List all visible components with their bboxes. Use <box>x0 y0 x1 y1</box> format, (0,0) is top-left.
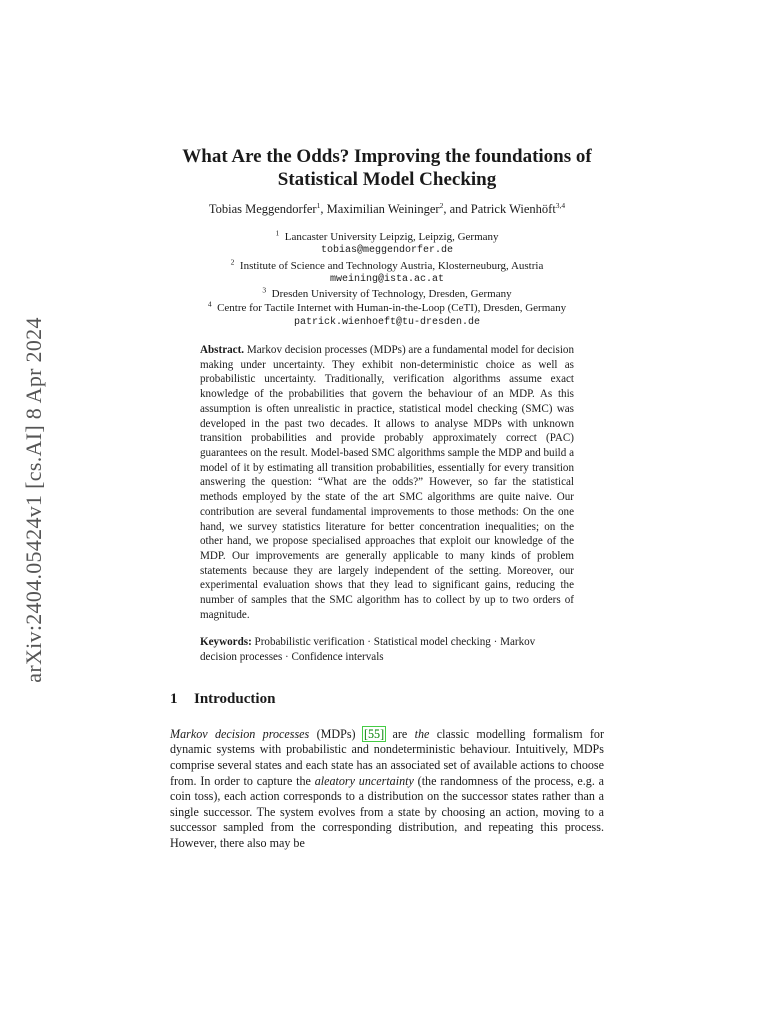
keywords-label: Keywords: <box>200 636 252 649</box>
affiliations <box>170 230 604 330</box>
abstract-text: Markov decision processes (MDPs) are a fundamental model for decision making under uncertainty. They exhibit non-deterministic choice as well as probabilistic uncertainty. Traditionally, verification algorithms assume exact knowledge of the probabilities that govern the behaviour of an MDP. As this assumption is often unrealistic in practice, statistical model checking (SMC) was developed in the past two decades. It allows to analyse MDPs with unknown transition probabilities and provide probably approximately correct (PAC) guarantees on the result. Model-based SMC algorithms sample the MDP and build a model of it by estimating all transition probabilities, essentially for every transition answering the question: “What are the odds?” However, so far the statistical methods employed by the state of the art SMC algorithms are quite naive. Our contribution are several fundamental improvements to those methods: On the one hand, we survey statistics literature for better concentration inequalities; on the other hand, we propose specialised approaches that exploit our knowledge of the MDP. Our improvements are generally applicable to many kinds of problem statements because they are largely independent of the setting. Moreover, our experimental evaluation shows that they lead to significant gains, reducing the number of samples that the SMC algorithm has to collect by up to two orders of magnitude. <box>200 344 574 621</box>
section-heading <box>170 691 604 708</box>
author-list <box>170 202 604 217</box>
affiliation-mark: 3 <box>262 285 267 295</box>
abstract-label: Abstract. <box>200 344 245 357</box>
paper-title <box>170 145 604 191</box>
text-run: classic modelling formalism for dynamic systems with probabilistic and nondeterministic behaviour. Intuitively, MDPs comprise several states and each state has an associated set of available actions to choose from. In order to capture the <box>170 726 604 788</box>
section-title: Introduction <box>194 690 276 707</box>
affiliation-mark: 2 <box>230 256 235 266</box>
paper-page <box>170 145 604 852</box>
affiliation-text: Lancaster University Leipzig, Leipzig, Germany <box>284 231 499 243</box>
affiliation-mark: 4 <box>207 299 212 309</box>
title-line-1: What Are the Odds? Improving the foundations of <box>182 146 592 167</box>
author-separator: , and <box>443 202 471 216</box>
text-run: (the randomness of the process, e.g. a coin toss), each action corresponds to a distribution on the successor states rather than a single successor. The system evolves from a state by choosing an action, moving to a successor sampled from the corresponding distribution, and repeating this process. However, there also may be <box>170 773 605 850</box>
affiliation-text: Centre for Tactile Internet with Human-in-the-Loop (CeTI), Dresden, Germany <box>217 302 567 315</box>
affiliation-text: Dresden University of Technology, Dresden, Germany <box>271 288 512 301</box>
email-link[interactable]: patrick.wienhoeft@tu-dresden.de <box>293 316 481 328</box>
term-aleatory: aleatory uncertainty <box>314 773 414 788</box>
author-name: Patrick Wienhöft <box>470 202 556 216</box>
abstract <box>200 343 574 622</box>
author-name: Maximilian Weininger <box>326 202 440 216</box>
text-run: are <box>385 726 415 741</box>
email-link[interactable]: mweining@ista.ac.at <box>329 273 445 285</box>
author-affil-mark: 1 <box>316 200 321 210</box>
affiliation-mark: 1 <box>275 228 280 238</box>
intro-paragraph <box>170 727 604 852</box>
affiliation-line <box>170 230 604 244</box>
citation-link[interactable]: [55] <box>363 726 385 741</box>
section-number: 1 <box>170 690 178 707</box>
author-name: Tobias Meggendorfer <box>208 202 317 216</box>
arxiv-identifier: arXiv:2404.05424v1 [cs.AI] 8 Apr 2024 <box>21 317 46 683</box>
affiliation-line <box>170 301 604 315</box>
author-affil-mark: 2 <box>439 200 444 210</box>
title-line-2: Statistical Model Checking <box>277 169 497 190</box>
author-affil-mark: 3,4 <box>555 200 566 210</box>
keywords-text: Probabilistic verification · Statistical model checking · Markov decision processes · Confidence intervals <box>200 636 536 664</box>
affiliation-line <box>170 287 604 301</box>
emphasis-the: the <box>414 726 430 741</box>
author-separator: , <box>320 202 327 216</box>
affiliation-line <box>170 256 604 273</box>
text-run: (MDPs) <box>309 726 363 741</box>
term-mdp: Markov decision processes <box>170 726 310 741</box>
email-link[interactable]: tobias@meggendorfer.de <box>320 245 454 257</box>
affiliation-text: Institute of Science and Technology Austria, Klosterneuburg, Austria <box>239 259 544 272</box>
keywords <box>200 635 574 664</box>
